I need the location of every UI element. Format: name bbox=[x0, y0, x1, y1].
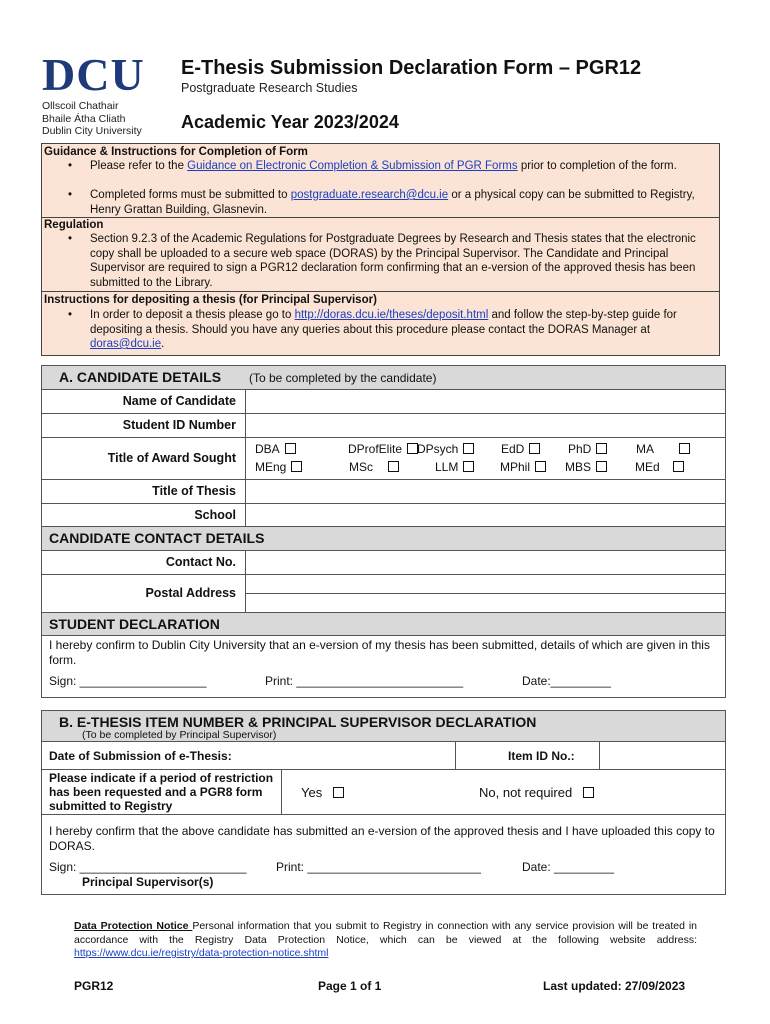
submission-date-label: Date of Submission of e-Thesis: bbox=[49, 749, 232, 763]
award-edd-option[interactable]: EdD bbox=[501, 442, 540, 456]
dcu-logo: DCU bbox=[42, 49, 145, 100]
regulation-heading: Regulation bbox=[44, 219, 104, 231]
award-med-option[interactable]: MEd bbox=[635, 460, 684, 474]
supervisor-print-field[interactable]: Print: __________________________ bbox=[276, 860, 481, 874]
restriction-yes-option[interactable]: Yes bbox=[301, 785, 344, 800]
supervisor-date-field[interactable]: Date: _________ bbox=[522, 860, 615, 874]
student-declaration-text: I hereby confirm to Dublin City University that an e-version of my thesis has been submitted, details of which are given in this form. bbox=[49, 638, 710, 667]
supervisor-label: Principal Supervisor(s) bbox=[82, 875, 214, 889]
last-updated: Last updated: 27/09/2023 bbox=[543, 979, 686, 993]
regulation-item: • Section 9.2.3 of the Academic Regulations for Postgraduate Degrees by Research and Thesis states that the electronic copy shall be uploaded to a secure web space (DORAS) by the Principal Supervisor. The Candidate and Principal Supervisor are required to sign a PGR12 declaration form confirming that an e-version of the approved thesis has been submitted to the Library. bbox=[68, 233, 696, 289]
form-title: E-Thesis Submission Declaration Form – PGR12 bbox=[181, 57, 642, 79]
thesis-title-row bbox=[42, 479, 725, 503]
award-ma-option[interactable]: MA bbox=[636, 442, 690, 456]
award-mphil-option[interactable]: MPhil bbox=[500, 460, 546, 474]
student-print-field[interactable]: Print: _________________________ bbox=[265, 674, 464, 688]
student-sign-field[interactable]: Sign: ___________________ bbox=[49, 674, 207, 688]
checkbox[interactable] bbox=[463, 461, 474, 472]
award-dba-option[interactable]: DBA bbox=[255, 442, 296, 456]
checkbox[interactable] bbox=[596, 443, 607, 454]
submission-date-row bbox=[42, 741, 725, 769]
guidance-link[interactable]: Guidance on Electronic Completion & Submission of PGR Forms bbox=[187, 160, 518, 172]
candidate-form-table bbox=[41, 365, 726, 698]
data-protection-notice bbox=[74, 920, 697, 961]
logo-subtitle bbox=[42, 100, 142, 138]
form-code: PGR12 bbox=[74, 979, 114, 993]
award-mbs-option[interactable]: MBS bbox=[565, 460, 607, 474]
name-label: Name of Candidate bbox=[122, 394, 236, 408]
page-number: Page 1 of 1 bbox=[318, 979, 382, 993]
data-protection-text: Personal information that you submit to Registry in connection with any service provision will be treated in accordance with the Registry Data Protection Notice, which can be viewed at the following website address: bbox=[74, 920, 697, 946]
logo-sub-irish-2: Bhaile Átha Cliath bbox=[42, 112, 126, 125]
section-b-header bbox=[42, 711, 725, 741]
award-dprofelite-option[interactable]: DProfElite bbox=[348, 442, 418, 456]
award-phd-option[interactable]: PhD bbox=[568, 442, 607, 456]
contact-header bbox=[42, 526, 725, 550]
section-b-title: B. E-THESIS ITEM NUMBER & PRINCIPAL SUPERVISOR DECLARATION bbox=[59, 714, 537, 730]
pg-research-email-link[interactable]: postgraduate.research@dcu.ie bbox=[290, 189, 449, 201]
restriction-row bbox=[42, 769, 725, 814]
student-id-input[interactable] bbox=[246, 414, 725, 437]
item-id-input[interactable] bbox=[600, 742, 725, 769]
contact-no-row bbox=[42, 550, 725, 574]
guidance-heading: Guidance & Instructions for Completion of Form bbox=[44, 146, 308, 158]
section-a-note: (To be completed by the candidate) bbox=[249, 371, 437, 385]
student-declaration-title: STUDENT DECLARATION bbox=[49, 616, 220, 632]
academic-year: Academic Year 2023/2024 bbox=[181, 112, 399, 132]
checkbox[interactable] bbox=[333, 787, 344, 798]
checkbox[interactable] bbox=[673, 461, 684, 472]
supervisor-declaration-text: I hereby confirm that the above candidate has submitted an e-version of the approved thesis and I have uploaded this copy to DORAS. bbox=[49, 824, 715, 853]
deposit-heading: Instructions for depositing a thesis (for Principal Supervisor) bbox=[44, 294, 377, 306]
supervisor-sign-field[interactable]: Sign: _________________________ bbox=[49, 860, 247, 874]
award-row bbox=[42, 437, 725, 479]
school-label: School bbox=[194, 508, 236, 522]
divider bbox=[42, 217, 719, 218]
data-protection-heading: Data Protection Notice bbox=[74, 920, 193, 932]
student-id-label: Student ID Number bbox=[122, 418, 236, 432]
checkbox[interactable] bbox=[529, 443, 540, 454]
doras-deposit-link[interactable]: http://doras.dcu.ie/theses/deposit.html bbox=[294, 309, 489, 321]
restriction-no-option[interactable]: No, not required bbox=[479, 785, 594, 800]
school-input[interactable] bbox=[246, 504, 725, 526]
checkbox[interactable] bbox=[535, 461, 546, 472]
form-subtitle: Postgraduate Research Studies bbox=[181, 81, 358, 95]
thesis-title-input[interactable] bbox=[246, 480, 725, 503]
student-date-field[interactable]: Date:_________ bbox=[522, 674, 611, 688]
contact-no-label: Contact No. bbox=[165, 555, 236, 569]
restriction-label: Please indicate if a period of restriction has been requested and a PGR8 form submitted to Registry bbox=[49, 771, 274, 813]
checkbox[interactable] bbox=[388, 461, 399, 472]
logo-sub-english: Dublin City University bbox=[42, 125, 142, 137]
school-row bbox=[42, 503, 725, 526]
student-declaration-body bbox=[42, 635, 725, 697]
award-msc-option[interactable]: MSc bbox=[349, 460, 399, 474]
supervisor-declaration-body bbox=[42, 814, 725, 895]
contact-title: CANDIDATE CONTACT DETAILS bbox=[49, 530, 265, 546]
section-a-title: A. CANDIDATE DETAILS bbox=[59, 369, 222, 385]
section-b-note: (To be completed by Principal Supervisor) bbox=[82, 729, 277, 741]
award-llm-option[interactable]: LLM bbox=[435, 460, 474, 474]
supervisor-form-table bbox=[41, 710, 726, 895]
thesis-title-label: Title of Thesis bbox=[152, 484, 236, 498]
name-input[interactable] bbox=[246, 390, 725, 413]
deposit-item: • In order to deposit a thesis please go to http://doras.dcu.ie/theses/deposit.html and follow the step-by-step guide for depositing a thesis. Should you have any queries about this procedure please contact the DORAS Manager at doras@dcu.ie. bbox=[68, 309, 677, 350]
guidance-item-2: • Completed forms must be submitted to postgraduate.research@dcu.ie or a physical copy can be submitted to Registry, Henry Grattan Building, Glasnevin. bbox=[68, 189, 695, 216]
checkbox[interactable] bbox=[291, 461, 302, 472]
name-row bbox=[42, 389, 725, 413]
checkbox[interactable] bbox=[596, 461, 607, 472]
postal-address-label: Postal Address bbox=[145, 586, 236, 600]
divider bbox=[42, 291, 719, 292]
checkbox[interactable] bbox=[463, 443, 474, 454]
postal-address-input[interactable] bbox=[246, 575, 725, 612]
award-meng-option[interactable]: MEng bbox=[255, 460, 302, 474]
item-id-label: Item ID No.: bbox=[508, 749, 575, 763]
award-dpsych-option[interactable]: DPsych bbox=[417, 442, 474, 456]
checkbox[interactable] bbox=[679, 443, 690, 454]
logo-sub-irish-1: Ollscoil Chathair bbox=[42, 100, 119, 112]
contact-no-input[interactable] bbox=[246, 551, 725, 574]
student-declaration-header bbox=[42, 612, 725, 635]
guidance-box bbox=[41, 143, 720, 356]
data-protection-link[interactable]: https://www.dcu.ie/registry/data-protection-notice.shtml bbox=[74, 947, 329, 959]
student-id-row bbox=[42, 413, 725, 437]
section-a-header bbox=[42, 366, 725, 389]
checkbox[interactable] bbox=[583, 787, 594, 798]
guidance-item-1: • Please refer to the Guidance on Electronic Completion & Submission of PGR Forms prior to completion of the form. bbox=[68, 160, 677, 172]
doras-email-link[interactable]: doras@dcu.ie bbox=[90, 338, 162, 350]
checkbox[interactable] bbox=[285, 443, 296, 454]
postal-address-row bbox=[42, 574, 725, 612]
award-label: Title of Award Sought bbox=[107, 451, 236, 465]
